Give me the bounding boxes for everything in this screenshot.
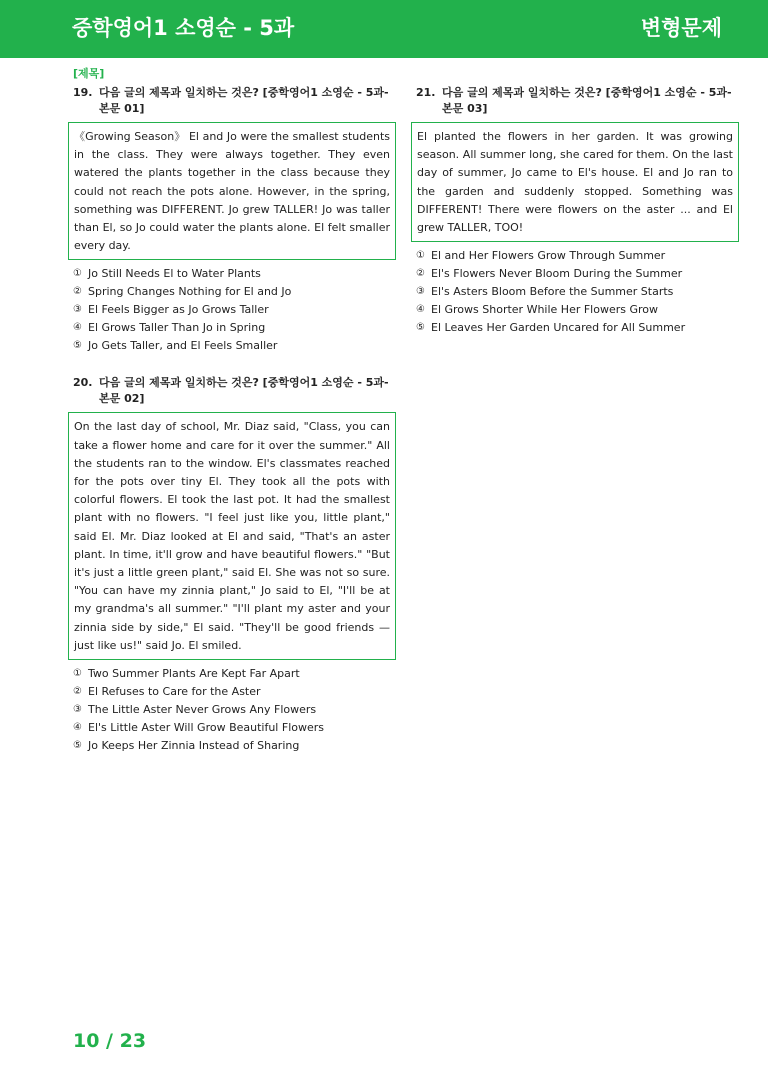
choice-number: ④ — [73, 722, 82, 734]
choice-text: Two Summer Plants Are Kept Far Apart — [88, 667, 300, 681]
section-label: 변형문제 — [640, 16, 722, 40]
passage-box: El planted the flowers in her garden. It was growing season. All summer long, she cared for them. On the last day of summer, Jo came to El's house. El and Jo ran to the garden and suddenly stopped. Something was DIFFERENT! There were flowers on the aster ... and El grew TALLER, TOO! — [411, 122, 739, 242]
choice-item[interactable] — [73, 719, 396, 737]
choice-number: ② — [73, 686, 82, 698]
passage-box: 《Growing Season》 El and Jo were the smallest students in the class. They were always together. They even watered the plants together in the class because they could not reach the pots alone. However, in the spring, something was DIFFERENT. Jo grew TALLER! Jo was taller than El, so Jo could water the plants alone. El felt smaller every day. — [68, 122, 396, 260]
choice-text: The Little Aster Never Grows Any Flowers — [88, 703, 317, 717]
document-title: 중학영어1 소영순 - 5과 — [72, 16, 295, 40]
question-number: 19. — [73, 86, 93, 99]
choice-item[interactable] — [416, 283, 739, 301]
question-title — [68, 375, 396, 407]
category-label: [제목] — [73, 67, 105, 80]
choice-list — [68, 265, 396, 355]
right-column — [411, 67, 739, 337]
choice-number: ④ — [73, 322, 82, 334]
choice-item[interactable] — [73, 319, 396, 337]
passage-box: On the last day of school, Mr. Diaz said, "Class, you can take a flower home and care for it over the summer." All the students ran to the window. El's classmates reached for the pots over tiny El. They took all the pots with colorful flowers. El took the last pot. It had the smallest plant with no flowers. "I feel just like you, little plant," said El. Mr. Diaz looked at El and said, "That's an aster plant. In time, it'll grow and have beautiful flowers." "But it's just a little green plant," said El. She was not so sure. "You can have my zinnia plant," Jo said to El, "I'll be at my grandma's all summer." "I'll plant my aster and your zinnia side by side," El said. "They'll be good friends — just like us!" said Jo. El smiled. — [68, 412, 396, 660]
choice-text: Jo Gets Taller, and El Feels Smaller — [88, 339, 278, 353]
choice-item[interactable] — [416, 319, 739, 337]
page-header — [0, 0, 768, 58]
choice-item[interactable] — [73, 701, 396, 719]
choice-list — [68, 665, 396, 755]
choice-item[interactable] — [73, 683, 396, 701]
choice-number: ⑤ — [416, 322, 425, 334]
question-prompt: 다음 글의 제목과 일치하는 것은? [중학영어1 소영순 - 5과-본문 02] — [99, 376, 389, 406]
question-number: 20. — [73, 376, 93, 390]
question-19 — [68, 85, 396, 355]
choice-item[interactable] — [73, 301, 396, 319]
choice-number: ① — [73, 668, 82, 680]
choice-text: El Feels Bigger as Jo Grows Taller — [88, 303, 269, 317]
choice-text: El's Little Aster Will Grow Beautiful Flowers — [88, 721, 324, 735]
choice-text: El Grows Taller Than Jo in Spring — [88, 321, 266, 335]
choice-text: El's Asters Bloom Before the Summer Starts — [431, 285, 674, 299]
choice-text: Spring Changes Nothing for El and Jo — [88, 285, 292, 299]
choice-number: ② — [73, 286, 82, 298]
choice-list — [411, 247, 739, 337]
choice-item[interactable] — [73, 283, 396, 301]
question-21 — [411, 85, 739, 337]
choice-item[interactable] — [73, 337, 396, 355]
page-number: 10 / 23 — [73, 1030, 147, 1052]
choice-text: El Grows Shorter While Her Flowers Grow — [431, 303, 659, 317]
choice-item[interactable] — [73, 265, 396, 283]
choice-number: ② — [416, 268, 425, 280]
choice-text: El's Flowers Never Bloom During the Summer — [431, 267, 683, 281]
choice-number: ③ — [73, 704, 82, 716]
choice-text: El Refuses to Care for the Aster — [88, 685, 261, 699]
choice-item[interactable] — [416, 265, 739, 283]
choice-number: ⑤ — [73, 340, 82, 352]
choice-number: ① — [416, 250, 425, 262]
question-title — [68, 85, 396, 117]
choice-text: El Leaves Her Garden Uncared for All Summer — [431, 321, 686, 335]
choice-text: Jo Keeps Her Zinnia Instead of Sharing — [88, 739, 300, 753]
question-title — [411, 85, 739, 117]
choice-item[interactable] — [416, 247, 739, 265]
choice-number: ④ — [416, 304, 425, 316]
choice-item[interactable] — [73, 665, 396, 683]
left-column — [68, 67, 396, 755]
question-prompt: 다음 글의 제목과 일치하는 것은? [중학영어1 소영순 - 5과-본문 03] — [442, 86, 732, 115]
question-prompt: 다음 글의 제목과 일치하는 것은? [중학영어1 소영순 - 5과-본문 01] — [99, 86, 389, 115]
choice-number: ① — [73, 268, 82, 280]
choice-text: El and Her Flowers Grow Through Summer — [431, 249, 666, 263]
choice-number: ③ — [73, 304, 82, 316]
question-number: 21. — [416, 86, 436, 99]
choice-number: ⑤ — [73, 740, 82, 752]
question-20 — [68, 375, 396, 755]
choice-number: ③ — [416, 286, 425, 298]
choice-item[interactable] — [73, 737, 396, 755]
choice-text: Jo Still Needs El to Water Plants — [88, 267, 261, 281]
choice-item[interactable] — [416, 301, 739, 319]
